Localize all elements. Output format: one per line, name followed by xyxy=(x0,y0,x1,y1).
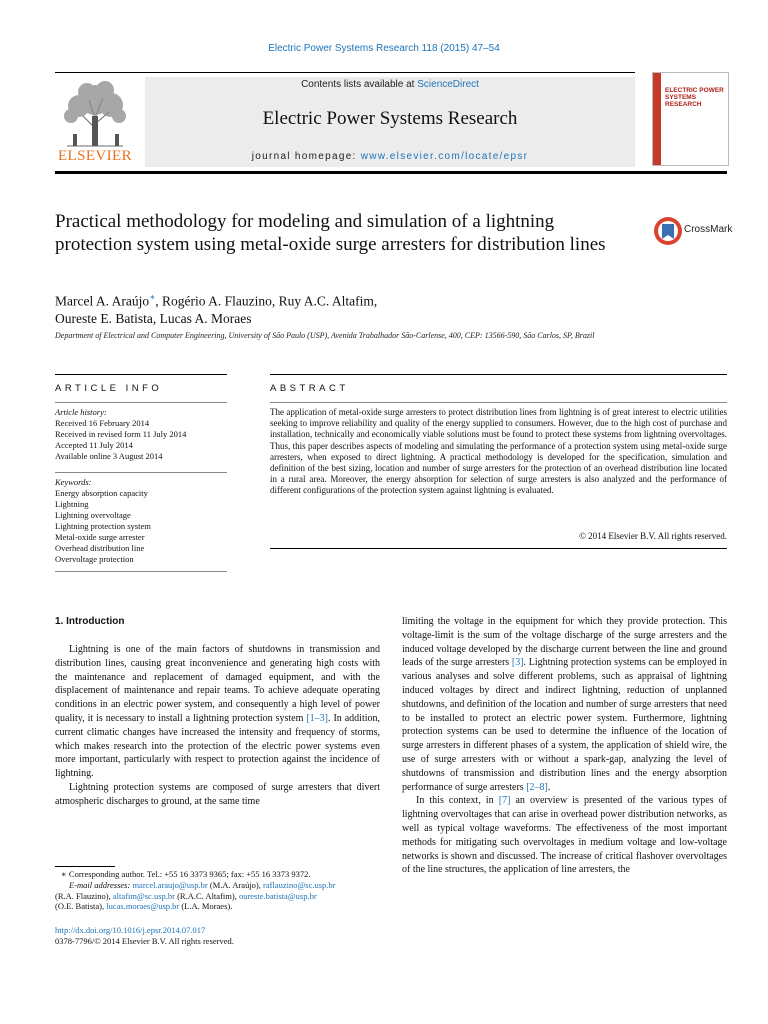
intro-paragraph xyxy=(55,643,380,781)
keywords-rule xyxy=(55,472,227,473)
abstract-top-rule xyxy=(270,374,727,375)
crossmark-icon xyxy=(653,216,683,246)
abstract-bottom-rule xyxy=(270,548,727,549)
authors-line2: Oureste E. Batista, Lucas A. Moraes xyxy=(55,310,252,326)
contents-prefix: Contents lists available at xyxy=(301,79,418,90)
article-info-bottom-rule xyxy=(55,571,227,572)
intro-paragraph xyxy=(402,794,727,877)
sciencedirect-link[interactable]: ScienceDirect xyxy=(417,79,479,90)
footnote-line xyxy=(55,869,385,880)
abstract-heading: ABSTRACT xyxy=(270,383,349,394)
header-bottom-rule xyxy=(55,171,727,174)
email-link[interactable]: raflauzino@sc.usp.br xyxy=(263,879,336,890)
corresponding-author-mark[interactable]: ∗ xyxy=(149,292,156,302)
abstract-rule xyxy=(270,402,727,403)
email-link[interactable]: lucas.moraes@usp.br xyxy=(106,901,180,912)
abstract-copyright: © 2014 Elsevier B.V. All rights reserved. xyxy=(579,531,727,541)
journal-cover-thumbnail[interactable] xyxy=(652,72,729,166)
journal-title: Electric Power Systems Research xyxy=(262,108,518,129)
intro-text: . xyxy=(547,781,551,793)
history-item: Accepted 11 July 2014 xyxy=(55,440,133,450)
corresponding-author-footnote xyxy=(55,869,385,912)
article-info-rule xyxy=(55,402,227,403)
keyword-item: Metal-oxide surge arrester xyxy=(55,532,145,542)
email-owner: (O.E. Batista), xyxy=(55,901,107,912)
intro-paragraph xyxy=(402,615,727,794)
doi-block xyxy=(55,925,385,947)
email-link[interactable]: oureste.batista@usp.br xyxy=(238,890,317,901)
keyword-item: Overhead distribution line xyxy=(55,543,145,553)
section-heading-introduction: 1. Introduction xyxy=(55,616,125,627)
elsevier-wordmark: ELSEVIER xyxy=(57,148,133,164)
email-owner: (R.A. Flauzino), xyxy=(55,890,113,901)
author-affiliation: Department of Electrical and Computer Engineering, University of São Paulo (USP), Avenida Trabalhador São-Carlense, 400, CEP: 13566-590, São Carlos, SP, Brazil xyxy=(55,331,595,340)
keyword-item: Energy absorption capacity xyxy=(55,488,148,498)
email-label: E-mail addresses: xyxy=(69,879,133,890)
intro-text: Lightning is one of the main factors of shutdowns in transmission and distribution lines, causing great inconvenience and generating high costs with the maintenance and replacement of damaged equipment, and with the displacement of maintenance and repair teams. To achieve adequate operating conditions in an electric power system, and consequently a high level of power quality, it is necessary to install a lightning protection system xyxy=(55,644,380,724)
citation-link[interactable]: [2–8] xyxy=(526,781,548,793)
keyword-item: Lightning xyxy=(55,499,89,509)
footnote-emails xyxy=(55,880,385,891)
body-left-column xyxy=(55,643,380,809)
intro-paragraph: Lightning protection systems are composed of surge arresters that divert atmospheric discharges to ground, at the same time xyxy=(55,781,380,807)
intro-text: . Lightning protection systems can be employed in various analyses and solve different problems, such as appraisal of lightning induced voltages by direct and indirect lightning, reduction of unplanned shutdowns, and definition of the location and number of surge arresters that need to be installed to protect an electric power system. Furthermore, lightning protection systems can be used to determine the influence of the location of surge arresters in different phases of a system, the application of shield wire, the use of surge arresters with or without a spark-gap, analyzing the level of shutdowns of transmission and distribution lines and the energy absorption performance of surge arresters xyxy=(402,657,727,793)
citation-link[interactable]: [3] xyxy=(511,657,524,669)
journal-reference[interactable]: Electric Power Systems Research 118 (2015) 47–54 xyxy=(268,43,500,54)
footnote-rule xyxy=(55,866,115,867)
body-right-column xyxy=(402,615,727,877)
article-history xyxy=(55,407,227,462)
email-owner: (M.A. Araújo), xyxy=(207,879,264,890)
keyword-item: Lightning protection system xyxy=(55,521,151,531)
keyword-item: Lightning overvoltage xyxy=(55,510,131,520)
history-item: Received 16 February 2014 xyxy=(55,418,150,428)
doi-link[interactable]: http://dx.doi.org/10.1016/j.epsr.2014.07.017 xyxy=(55,925,206,935)
article-info-top-rule xyxy=(55,374,227,375)
intro-text: . In addition, current climatic changes have increased the intensity and frequency of storms, which makes research into the protection of the electric power systems even more important, particularly with respect to protection against the incidence of lightning. xyxy=(55,712,381,780)
crossmark-label[interactable]: CrossMark xyxy=(684,224,733,235)
abstract-text: The application of metal-oxide surge arresters to protect distribution lines from lightning is of great interest to electric utilities seeking to improve reliability and quality of the energy supplied to consumers. However, due to the high cost of purchase and installation, technically and economically viable solutions must be found to protect these systems from lightning overvoltages. Thus, this paper describes aspects of modeling and simulating the performance of a protection system using metal-oxide surge arresters, when exposed to direct lightning. A practical methodology is developed for the specification, simulation and definition of the best sizing, location and number of surge arresters for the protection of an overhead distribution line located in a rural area. Moreover, the energy absorption for selection of surge arresters is also analyzed and the performance of different configurations of the protection system against lightning is evaluated. xyxy=(270,407,727,496)
article-title: Practical methodology for modeling and simulation of a lightning protection system using metal-oxide surge arresters for distribution lines xyxy=(55,211,606,255)
cover-title: ELECTRIC POWER SYSTEMS RESEARCH xyxy=(665,87,724,108)
header-top-rule xyxy=(55,72,635,73)
journal-homepage xyxy=(145,151,635,162)
email-link[interactable]: altafim@sc.usp.br xyxy=(112,890,175,901)
issn-line: 0378-7796/© 2014 Elsevier B.V. All rights reserved. xyxy=(55,936,234,946)
homepage-prefix: journal homepage: xyxy=(251,151,361,162)
authors-line1-b: , Rogério A. Flauzino, Ruy A.C. Altafim, xyxy=(155,293,378,309)
footnote-corresponding: Corresponding author. Tel.: +55 16 3373 9365; fax: +55 16 3373 9372. xyxy=(66,869,311,879)
keyword-item: Overvoltage protection xyxy=(55,554,134,564)
intro-text: an overview is presented of the various types of lightning overvoltages that can arise in overhead power distribution networks, as well as typical voltage waveforms. The effectiveness of the most important methods for mitigating such overvoltages in medium voltage and low-voltage networks is shown and discussed. The increase of critical flashover overvoltages of the line structures, the application of line arresters, the xyxy=(402,795,727,876)
keywords-list xyxy=(55,477,227,565)
footnote-emails xyxy=(55,891,385,902)
email-owner: (R.A.C. Altafim), xyxy=(174,890,239,901)
email-owner: (L.A. Moraes). xyxy=(179,901,233,912)
email-link[interactable]: marcel.araujo@usp.br xyxy=(132,879,208,890)
citation-link[interactable]: [1–3] xyxy=(306,712,328,724)
author-list xyxy=(55,289,475,327)
intro-text: limiting the voltage in the equipment for which they provide protection. This voltage-limit is the sum of the voltage discharge of the surge arresters and the induced voltage developed by the discharge current between the line and ground leads of the surge arresters xyxy=(402,616,727,669)
history-item: Available online 3 August 2014 xyxy=(55,451,163,461)
keywords-label: Keywords: xyxy=(55,477,92,487)
footnote-emails xyxy=(55,901,385,912)
citation-link[interactable]: [7] xyxy=(498,795,511,807)
footnote-mark: ∗ xyxy=(61,869,67,879)
homepage-link[interactable]: www.elsevier.com/locate/epsr xyxy=(360,151,529,162)
cover-stripe xyxy=(653,73,661,165)
contents-line xyxy=(145,79,635,90)
history-label: Article history: xyxy=(55,407,107,417)
intro-text: In this context, in xyxy=(416,795,499,807)
history-item: Received in revised form 11 July 2014 xyxy=(55,429,187,439)
article-info-heading: ARTICLE INFO xyxy=(55,383,163,394)
authors-line1-a: Marcel A. Araújo xyxy=(55,293,150,309)
